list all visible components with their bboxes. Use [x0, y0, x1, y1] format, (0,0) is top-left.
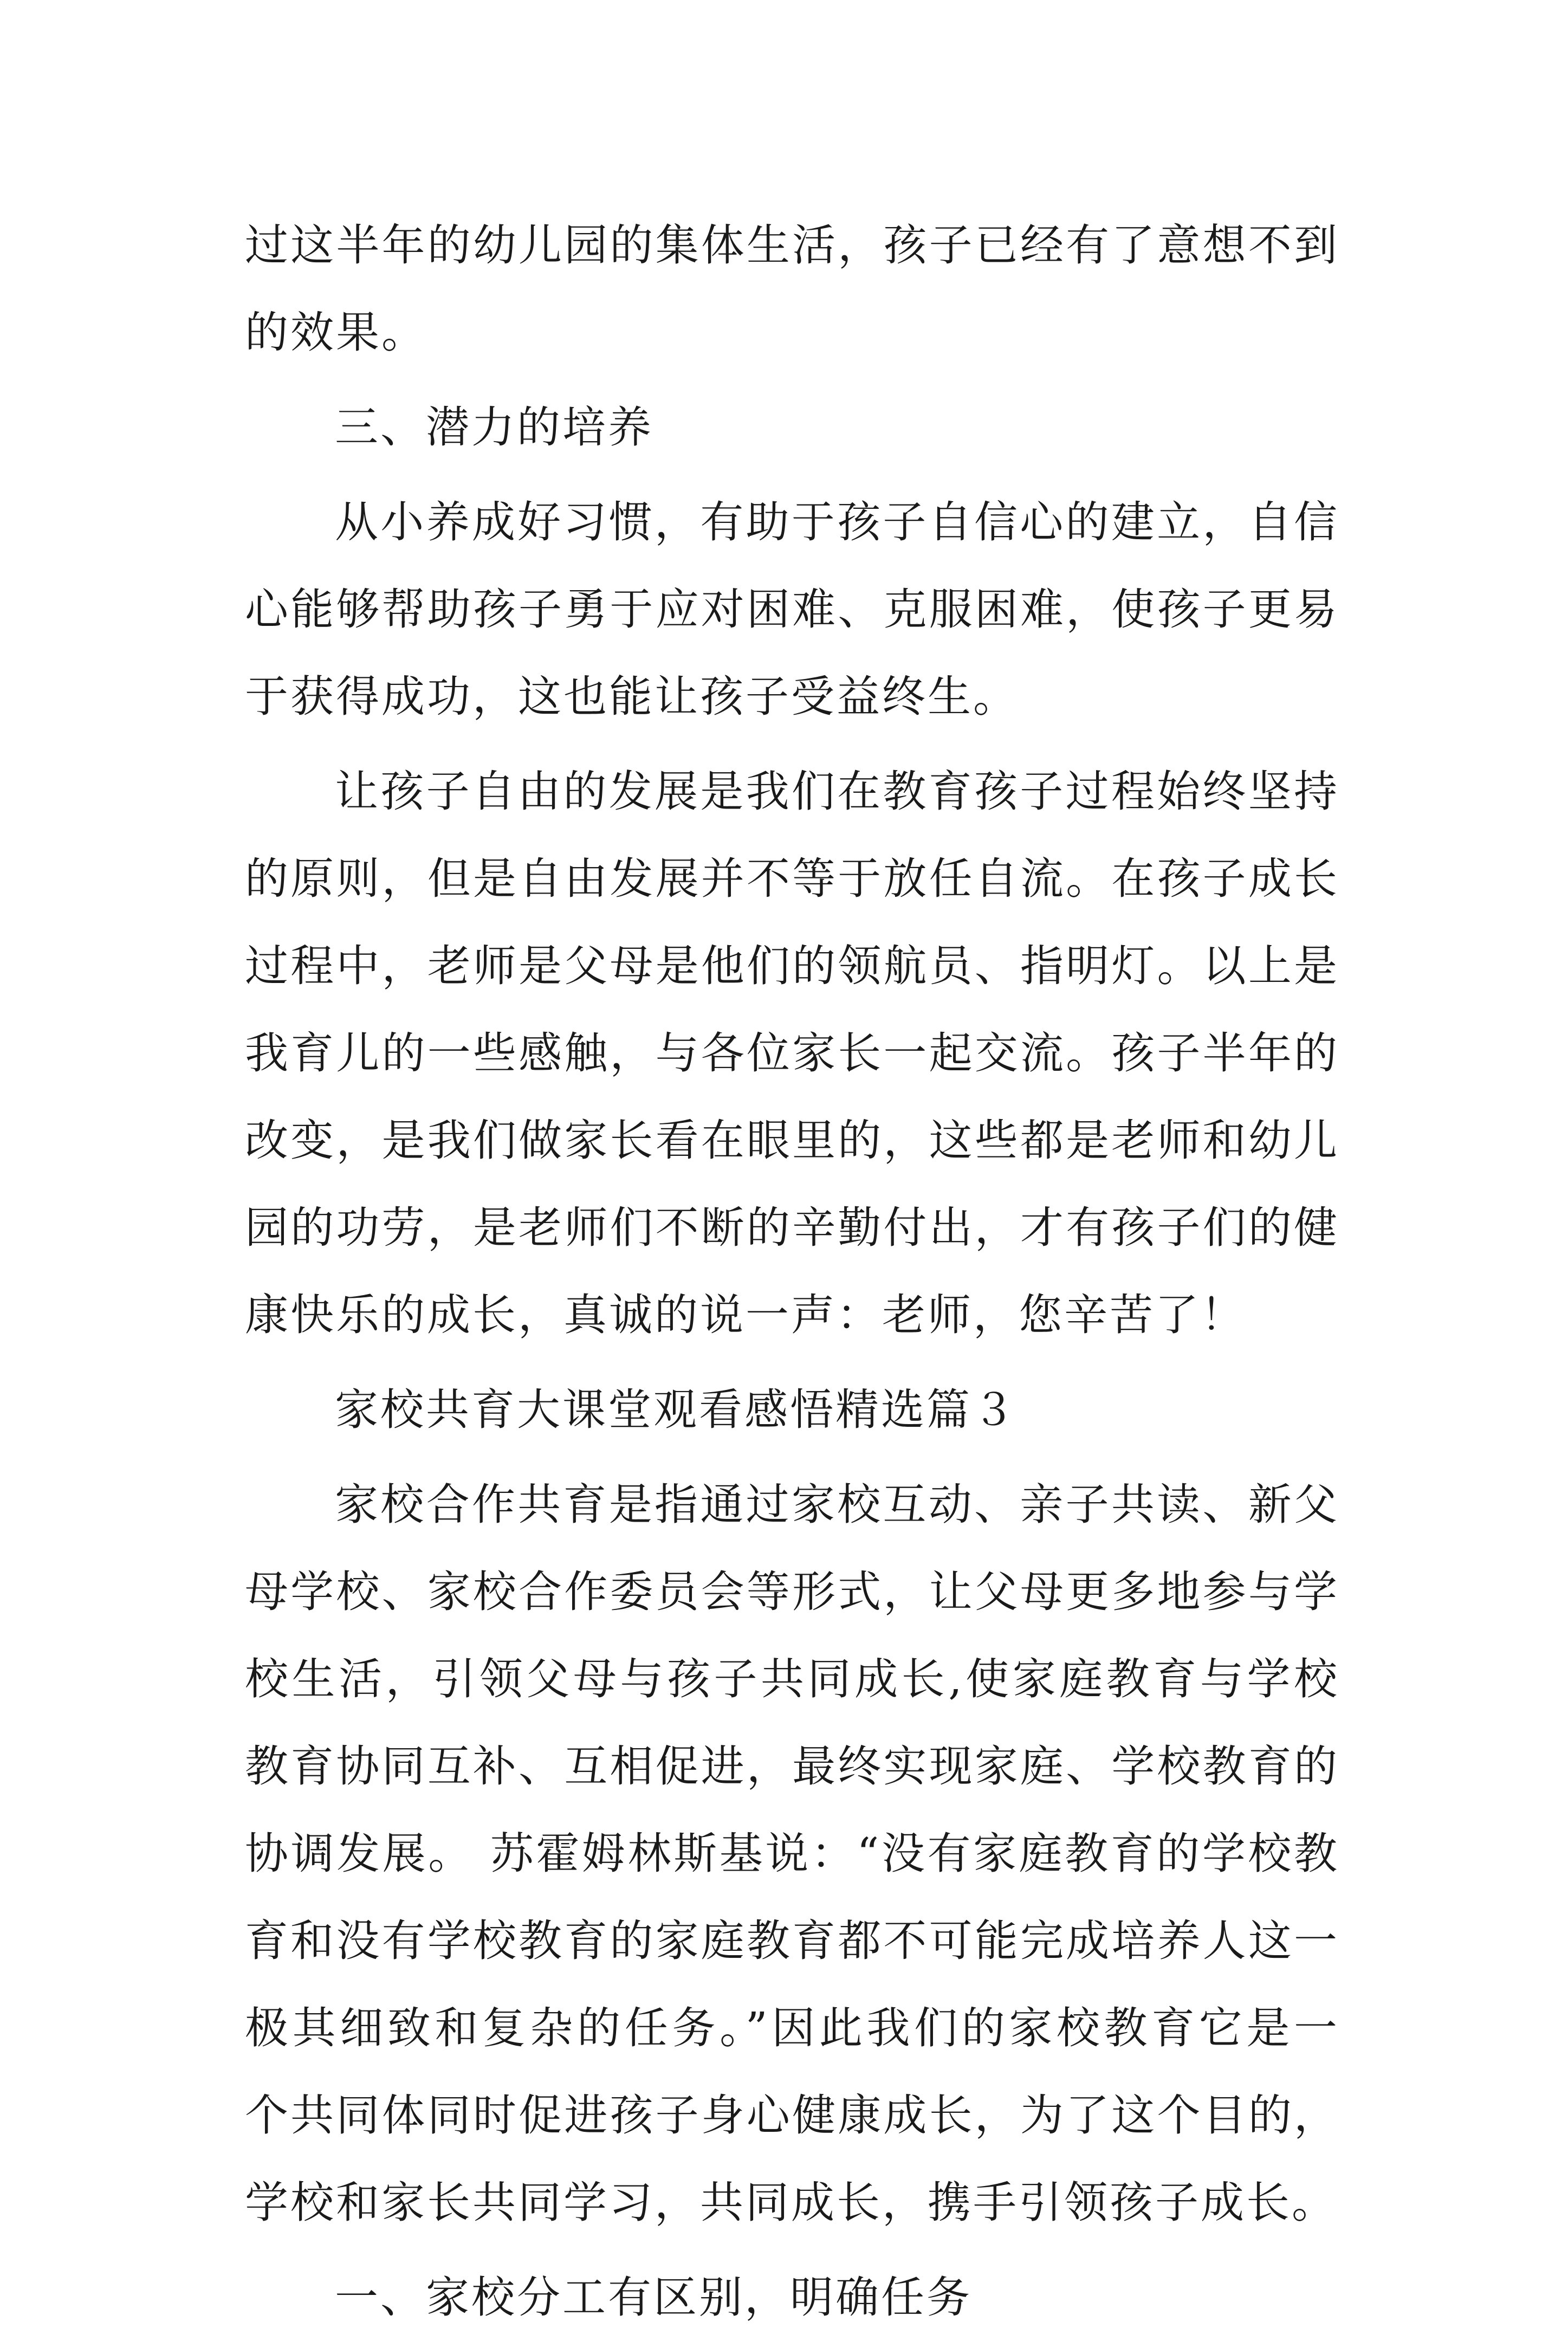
document-body [245, 202, 1339, 2341]
paragraph-continuation: 过这半年的幼儿园的集体生活，孩子已经有了意想不到的效果。 [245, 220, 1339, 358]
section-heading-division-of-labor: 一、家校分工有区别，明确任务 [335, 2272, 972, 2323]
paragraph-free-development: 让孩子自由的发展是我们在教育孩子过程始终坚持的原则，但是自由发展并不等于放任自流。在孩子成长过程中，老师是父母是他们的领航员、指明灯。以上是我育儿的一些感触，与各位家长一起交流。孩子半年的改变，是我们做家长看在眼里的，这些都是老师和幼儿园的功劳，是老师们不断的辛勤付出，才有孩子们的健康快乐的成长，真诚的说一声：老师，您辛苦了！ [245, 766, 1339, 1340]
article-title-part-3: 家校共育大课堂观看感悟精选篇３ [335, 1385, 1018, 1435]
paragraph-good-habits: 从小养成好习惯，有助于孩子自信心的建立，自信心能够帮助孩子勇于应对困难、克服困难，使孩子更易于获得成功，这也能让孩子受益终生。 [245, 497, 1339, 722]
paragraph-home-school-cooperation: 家校合作共育是指通过家校互动、亲子共读、新父母学校、家校合作委员会等形式，让父母更多地参与学校生活，引领父母与孩子共同成长,使家庭教育与学校教育协同互补、互相促进，最终实现家庭、学校教育的协调发展。 苏霍姆林斯基说：“没有家庭教育的学校教育和没有学校教育的家庭教育都不可能完成培养人这一极其细致和复杂的任务。”因此我们的家校教育它是一个共同体同时促进孩子身心健康成长，为了这个目的，学校和家长共同学习，共同成长，携手引领孩子成长。 [245, 1479, 1339, 2228]
section-heading-ability-training: 三、潜力的培养 [335, 402, 653, 452]
